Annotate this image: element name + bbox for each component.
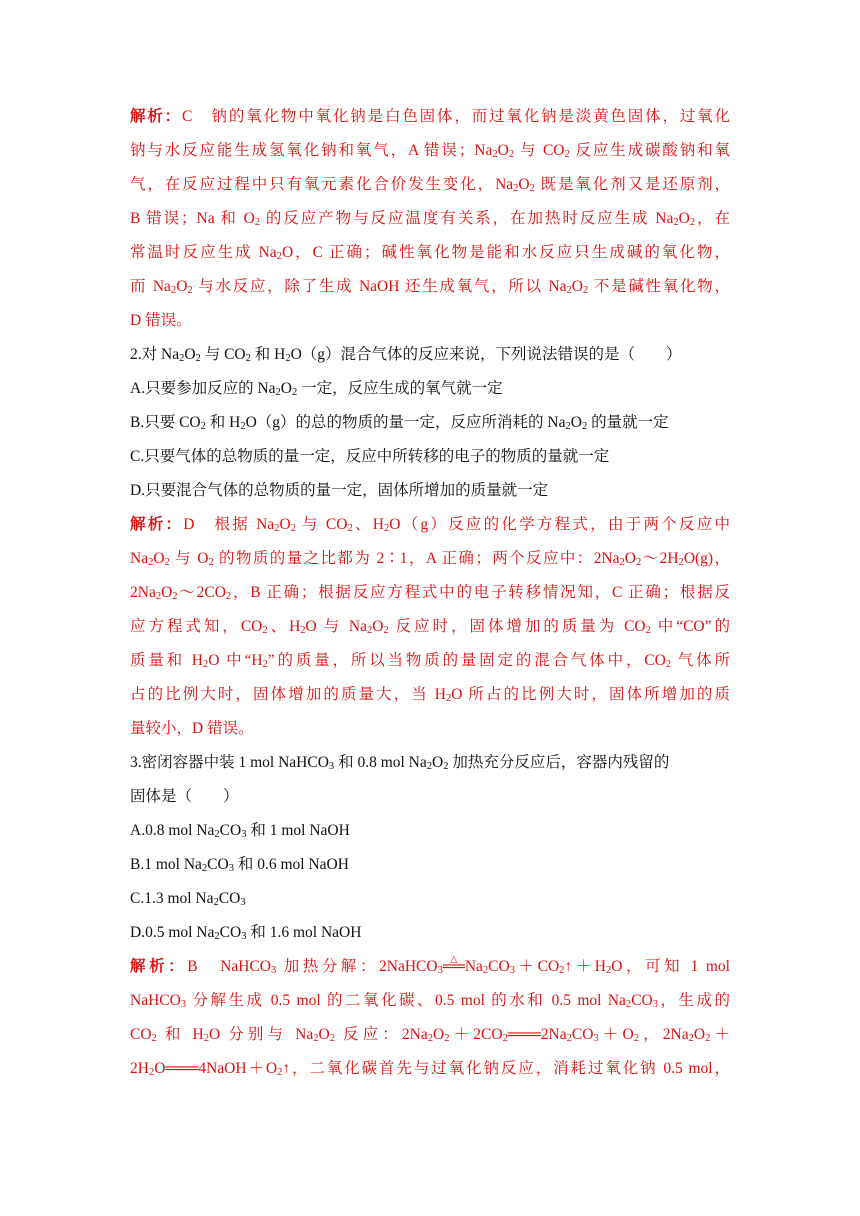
question-line: 固体是（ ） bbox=[130, 788, 239, 805]
answer-line: 常温时反应生成 $Na_2O$，C 正确；碱性氧化物是能和水反应只生成碱的氧化物， bbox=[130, 244, 730, 263]
answer-line: 而 $Na_2O_2$ 与水反应，除了生成 NaOH 还生成氧气，所以 $Na_2O_2$ 不是碱性氧化物， bbox=[130, 278, 730, 297]
question-line: D.只要混合气体的总物质的量一定，固体所增加的质量就一定 bbox=[130, 482, 549, 499]
answer-line: 质量和 $H_2O$ 中“$H_2$”的质量，所以当物质的量固定的混合气体中，$CO_2$ 气体所 bbox=[130, 652, 730, 671]
question-line: A.只要参加反应的 $Na_2O_2$ 一定，反应生成的氧气就一定 bbox=[130, 380, 503, 399]
answer-line: B 错误；Na 和 $O_2$ 的反应产物与反应温度有关系，在加热时反应生成 $Na_2O_2$，在 bbox=[130, 210, 730, 229]
answer-line: 气，在反应过程中只有氧元素化合价发生变化，$Na_2O_2$ 既是氧化剂又是还原剂， bbox=[130, 176, 730, 195]
answer-line: 钠与水反应能生成氢氧化钠和氧气，A 错误；$Na_2O_2$ 与 $CO_2$ 反应生成碳酸钠和氧 bbox=[130, 142, 730, 161]
document-page bbox=[130, 100, 730, 1086]
answer-line: NaHCO$_3$ 分解生成 0.5 mol 的二氧化碳、0.5 mol 的水和 0.5 mol $Na_2CO_3$，生成的 bbox=[130, 992, 730, 1011]
answer-line: $2Na_2O_2\sim 2CO_2$，B 正确；根据反应方程式中的电子转移情况知，C 正确；根据反 bbox=[130, 584, 730, 603]
answer-line: D 错误。 bbox=[130, 312, 192, 329]
question-line: C.1.3 mol $Na_2CO_3$ bbox=[130, 890, 246, 909]
answer-line: 应方程式知，$CO_2$、$H_2O$ 与 $Na_2O_2$ 反应时，固体增加的质量为 $CO_2$ 中“CO”的 bbox=[130, 618, 730, 637]
answer-line: 占的比例大时，固体增加的质量大，当 $H_2O$ 所占的比例大时，固体所增加的质 bbox=[130, 686, 730, 705]
answer-line: $CO_2$ 和 $H_2O$ 分别与 $Na_2O_2$ 反应：$2Na_2O_2+2CO_2═══2Na_2CO_3+O_2$，$2Na_2O_2+$ bbox=[130, 1026, 730, 1045]
answer-line: $Na_2O_2$ 与 $O_2$ 的物质的量之比都为 2∶1，A 正确；两个反应中：$2Na_2O_2\sim 2H_2O(g)$， bbox=[130, 550, 730, 569]
answer-line: 解析：B NaHCO$_3$ 加热分解：2NaHCO$_3$△ $══Na_2CO_3+CO_2↑+H_2O$，可知 1 mol bbox=[130, 950, 730, 984]
question-line: 3.密闭容器中装 1 mol NaHCO$_3$ 和 0.8 mol $Na_2O_2$ 加热充分反应后，容器内残留的 bbox=[130, 754, 670, 773]
answer-line: 解析：C 钠的氧化物中氧化钠是白色固体，而过氧化钠是淡黄色固体，过氧化 bbox=[130, 108, 730, 125]
answer-line: 量较小，D 错误。 bbox=[130, 720, 254, 737]
question-line: A.0.8 mol $Na_2CO_3$ 和 1 mol NaOH bbox=[130, 822, 350, 841]
question-line: 2.对 $Na_2O_2$ 与 $CO_2$ 和 $H_2O(g)$混合气体的反应来说，下列说法错误的是（ ） bbox=[130, 346, 682, 365]
answer-line: 解析：D 根据 $Na_2O_2$ 与 $CO_2$、$H_2O(g)$反应的化学方程式，由于两个反应中 bbox=[130, 516, 730, 535]
answer-line: $2H_2O═══4NaOH+O_2↑$，二氧化碳首先与过氧化钠反应，消耗过氧化钠 0.5 mol， bbox=[130, 1060, 730, 1079]
question-line: D.0.5 mol $Na_2CO_3$ 和 1.6 mol NaOH bbox=[130, 924, 362, 943]
question-line: C.只要气体的总物质的量一定，反应中所转移的电子的物质的量就一定 bbox=[130, 448, 610, 465]
question-line: B.只要 $CO_2$ 和 $H_2O(g)$的总的物质的量一定，反应所消耗的 $Na_2O_2$ 的量就一定 bbox=[130, 414, 669, 433]
question-line: B.1 mol $Na_2CO_3$ 和 0.6 mol NaOH bbox=[130, 856, 349, 875]
